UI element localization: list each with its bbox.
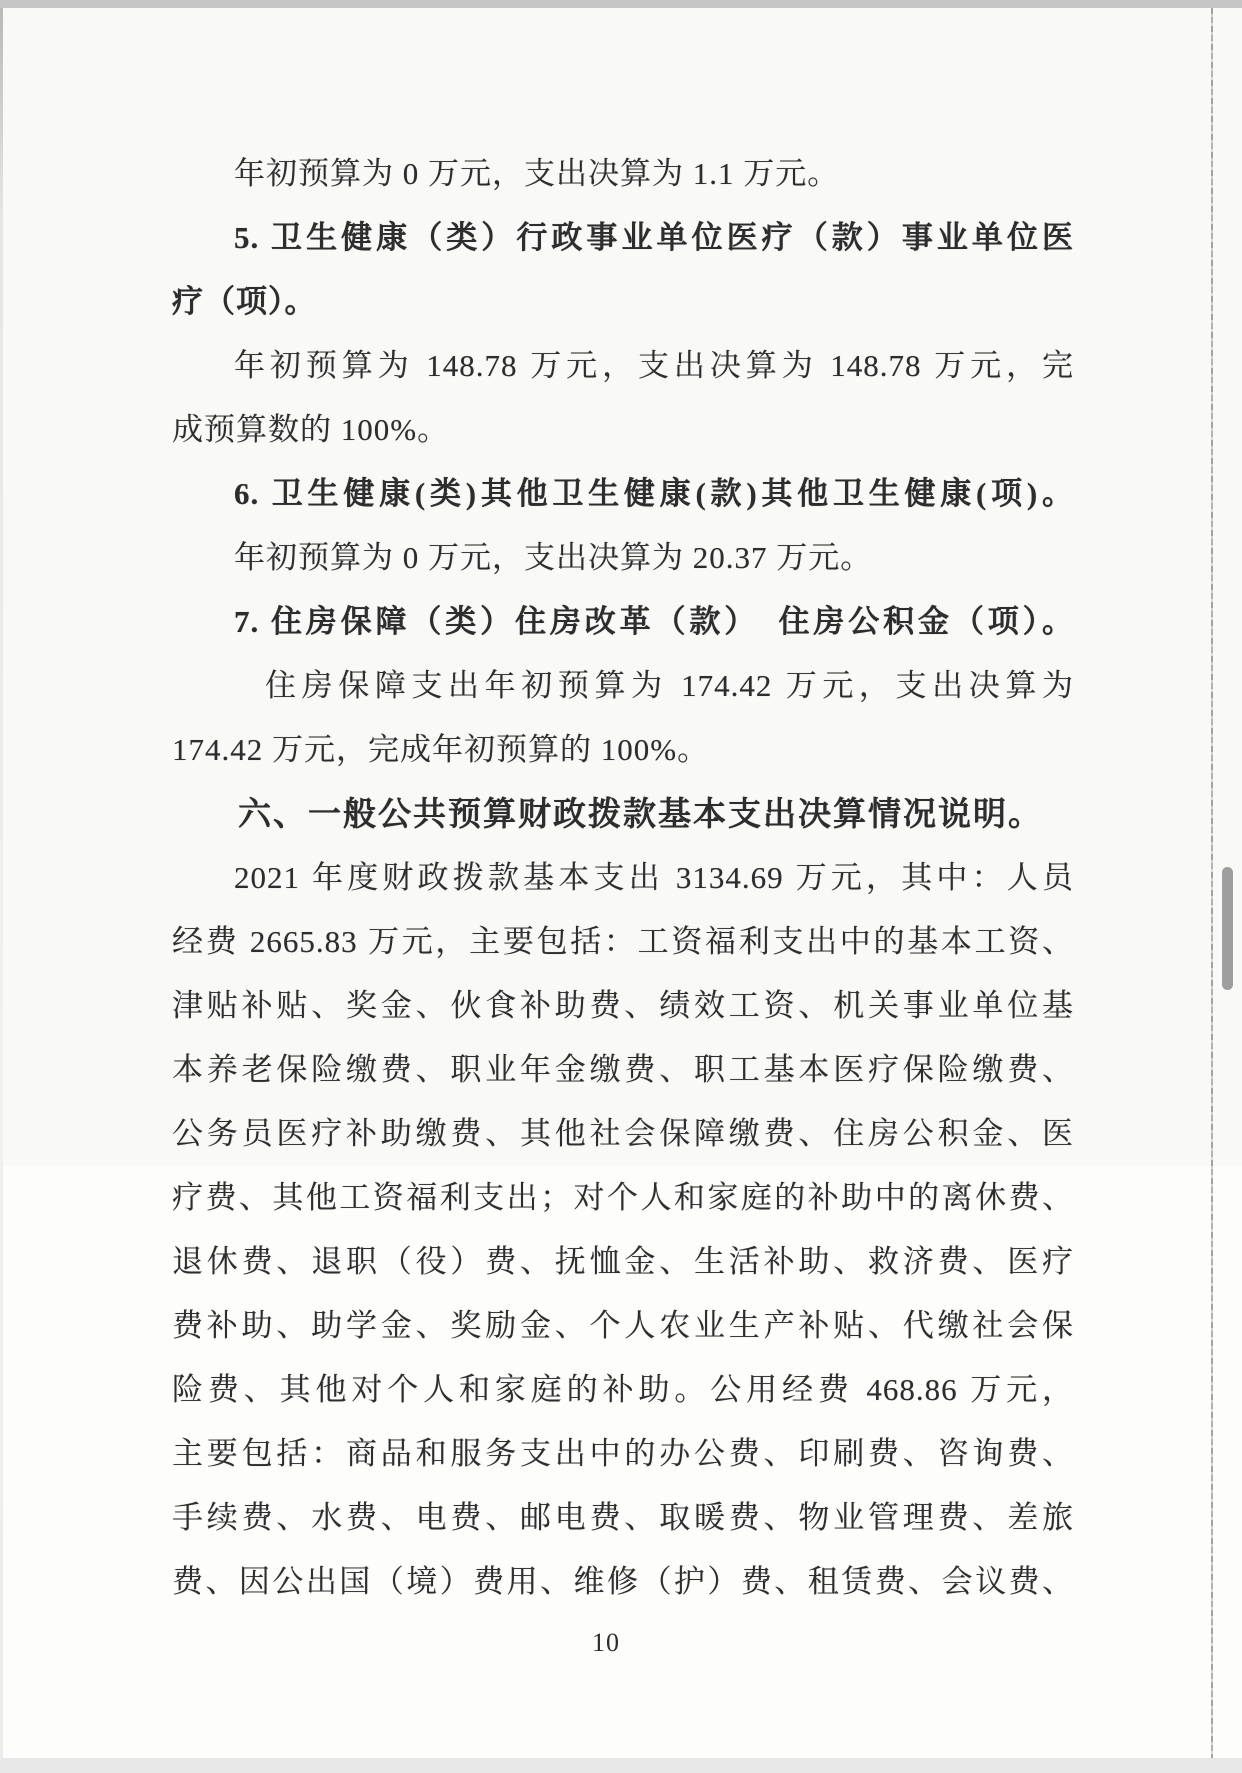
text-line: 险费、其他对个人和家庭的补助。公用经费 468.86 万元， bbox=[172, 1372, 1074, 1407]
text-line: 六、一般公共预算财政拨款基本支出决算情况说明。 bbox=[238, 795, 1043, 832]
page-number: 10 bbox=[592, 1628, 620, 1657]
text-line: 费补助、助学金、奖励金、个人农业生产补贴、代缴社会保 bbox=[172, 1308, 1074, 1343]
scan-edge-top bbox=[0, 0, 1242, 8]
text-line: 疗费、其他工资福利支出；对个人和家庭的补助中的离休费、 bbox=[172, 1180, 1074, 1215]
text-line: 年初预算为 0 万元，支出决算为 20.37 万元。 bbox=[234, 540, 873, 575]
document-body bbox=[172, 142, 1074, 1614]
text-line: 住房保障支出年初预算为 174.42 万元，支出决算为 bbox=[265, 668, 1074, 703]
text-line: 5. 卫生健康（类）行政事业单位医疗（款）事业单位医 bbox=[234, 220, 1074, 255]
text-line: 6. 卫生健康(类)其他卫生健康(款)其他卫生健康(项)。 bbox=[234, 476, 1074, 511]
text-line: 174.42 万元，完成年初预算的 100%。 bbox=[172, 732, 710, 767]
text-line: 经费 2665.83 万元，主要包括：工资福利支出中的基本工资、 bbox=[172, 924, 1074, 959]
text-line: 2021 年度财政拨款基本支出 3134.69 万元，其中：人员 bbox=[234, 860, 1074, 895]
text-line: 疗（项）。 bbox=[172, 284, 317, 319]
text-line: 公务员医疗补助缴费、其他社会保障缴费、住房公积金、医 bbox=[172, 1116, 1074, 1151]
text-line: 7. 住房保障（类）住房改革（款） 住房公积金（项）。 bbox=[234, 604, 1074, 639]
text-line: 年初预算为 148.78 万元，支出决算为 148.78 万元，完 bbox=[234, 348, 1074, 383]
text-line: 退休费、退职（役）费、抚恤金、生活补助、救济费、医疗 bbox=[172, 1244, 1074, 1279]
text-line: 手续费、水费、电费、邮电费、取暖费、物业管理费、差旅 bbox=[172, 1500, 1074, 1535]
text-line: 费、因公出国（境）费用、维修（护）费、租赁费、会议费、 bbox=[172, 1564, 1074, 1599]
page-edge-left bbox=[0, 8, 3, 1758]
scrollbar-thumb[interactable] bbox=[1222, 867, 1233, 990]
text-line: 津贴补贴、奖金、伙食补助费、绩效工资、机关事业单位基 bbox=[172, 988, 1074, 1023]
text-line: 年初预算为 0 万元，支出决算为 1.1 万元。 bbox=[234, 156, 840, 191]
text-line: 主要包括：商品和服务支出中的办公费、印刷费、咨询费、 bbox=[172, 1436, 1074, 1471]
page-edge-right-line bbox=[1211, 8, 1213, 1758]
text-line: 成预算数的 100%。 bbox=[172, 412, 450, 447]
scan-edge-bottom bbox=[0, 1758, 1242, 1773]
text-line: 本养老保险缴费、职业年金缴费、职工基本医疗保险缴费、 bbox=[172, 1052, 1074, 1087]
